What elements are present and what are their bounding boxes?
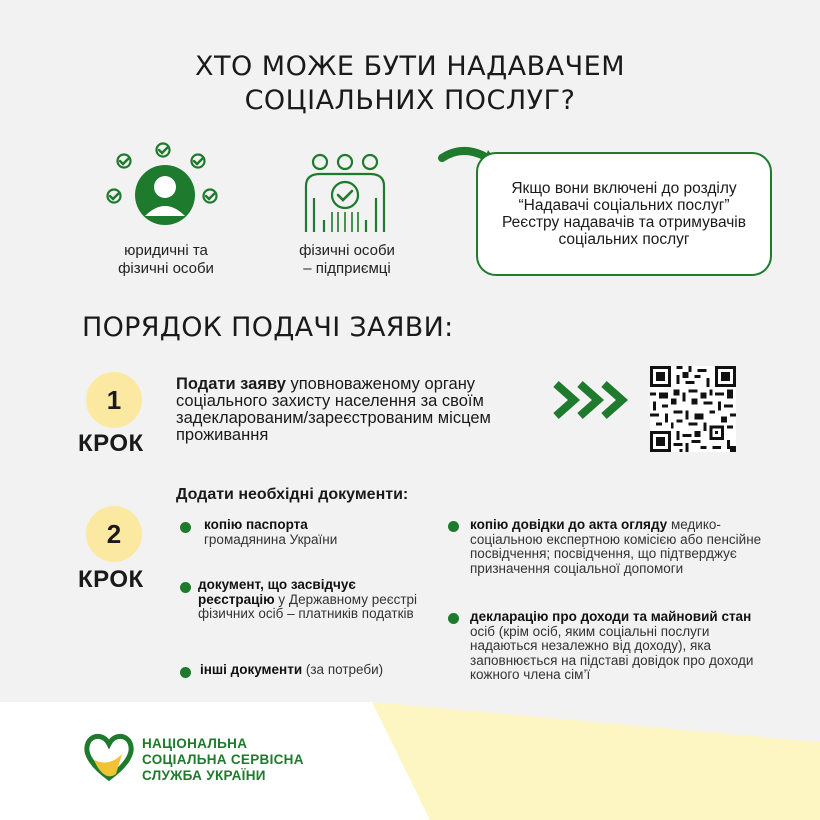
bullet-icon xyxy=(180,522,191,533)
document-item-bold: документ, що засвідчує реєстрацію xyxy=(198,577,356,607)
document-item-bold: копію довідки до акта огляду xyxy=(470,517,668,532)
document-item-bold: інші документи xyxy=(200,662,303,677)
step-1-number: 1 xyxy=(86,372,142,428)
condition-bubble xyxy=(476,152,772,276)
logo-text[interactable] xyxy=(142,736,304,784)
step-2-number: 2 xyxy=(86,506,142,562)
page-title-line1: ХТО МОЖЕ БУТИ НАДАВАЧЕМ xyxy=(194,51,626,82)
chevrons-right-icon xyxy=(552,378,634,422)
documents-heading: Додати необхідні документи: xyxy=(176,486,409,503)
document-item-text: медико-соціальною експертною комісією або пенсійне посвідчення; посвідчення, що підтверджує призначення соціальної допомоги xyxy=(470,517,762,576)
document-item-text: (за потреби) xyxy=(302,662,384,677)
condition-text: Якщо вони включені до розділу “Надавачі соціальних послуг” Реєстру надавачів та отримувачів соціальних послуг xyxy=(502,180,746,248)
bullet-icon xyxy=(448,613,459,624)
page-title xyxy=(0,50,820,118)
procedure-heading: ПОРЯДОК ПОДАЧІ ЗАЯВИ: xyxy=(82,312,454,343)
logo-line2: СОЦІАЛЬНА СЕРВІСНА xyxy=(142,752,304,767)
bullet-icon xyxy=(180,582,191,593)
bullet-icon xyxy=(180,667,191,678)
document-item-text: у Державному реєстрі фізичних осіб – платників податків xyxy=(198,591,418,621)
bullet-icon xyxy=(448,521,459,532)
document-item-bold: копію паспорта xyxy=(204,517,308,532)
document-item-other xyxy=(180,663,420,678)
document-item-text: осіб (крім осіб, яким соціальні послуги надаються незалежно від доходу), яка заповнюється на підставі довідок про доходи кожного члена сім’ї xyxy=(470,623,754,682)
document-item-income xyxy=(448,610,770,683)
step-1-label: КРОК xyxy=(78,430,144,457)
step-1-text xyxy=(176,376,556,444)
step-1-bold: Подати заяву xyxy=(176,375,286,393)
document-item-passport xyxy=(180,518,420,547)
person-checkmarks-icon xyxy=(100,140,230,240)
document-item-registration xyxy=(180,578,420,622)
document-item-bold: декларацію про доходи та майновий стан xyxy=(470,609,752,624)
logo-line1: НАЦІОНАЛЬНА xyxy=(142,736,248,751)
heart-logo-icon[interactable] xyxy=(82,730,136,782)
page-title-line2: СОЦІАЛЬНИХ ПОСЛУГ? xyxy=(244,85,576,116)
document-item-medical xyxy=(448,518,770,576)
qr-code[interactable] xyxy=(650,366,736,452)
step-2-label: КРОК xyxy=(78,566,144,593)
provider-caption-entrepreneurs: фізичні особи – підприємці xyxy=(299,242,395,277)
provider-caption-legal: юридичні та фізичні особи xyxy=(118,242,214,277)
logo-line3: СЛУЖБА УКРАЇНИ xyxy=(142,768,266,783)
document-item-text: громадянина України xyxy=(204,531,338,547)
group-checkmark-icon xyxy=(298,150,393,238)
step-1-rest: уповноваженому органу соціального захисту населення за своїм задекларованим/зареєстрованим місцем проживання xyxy=(176,375,491,444)
